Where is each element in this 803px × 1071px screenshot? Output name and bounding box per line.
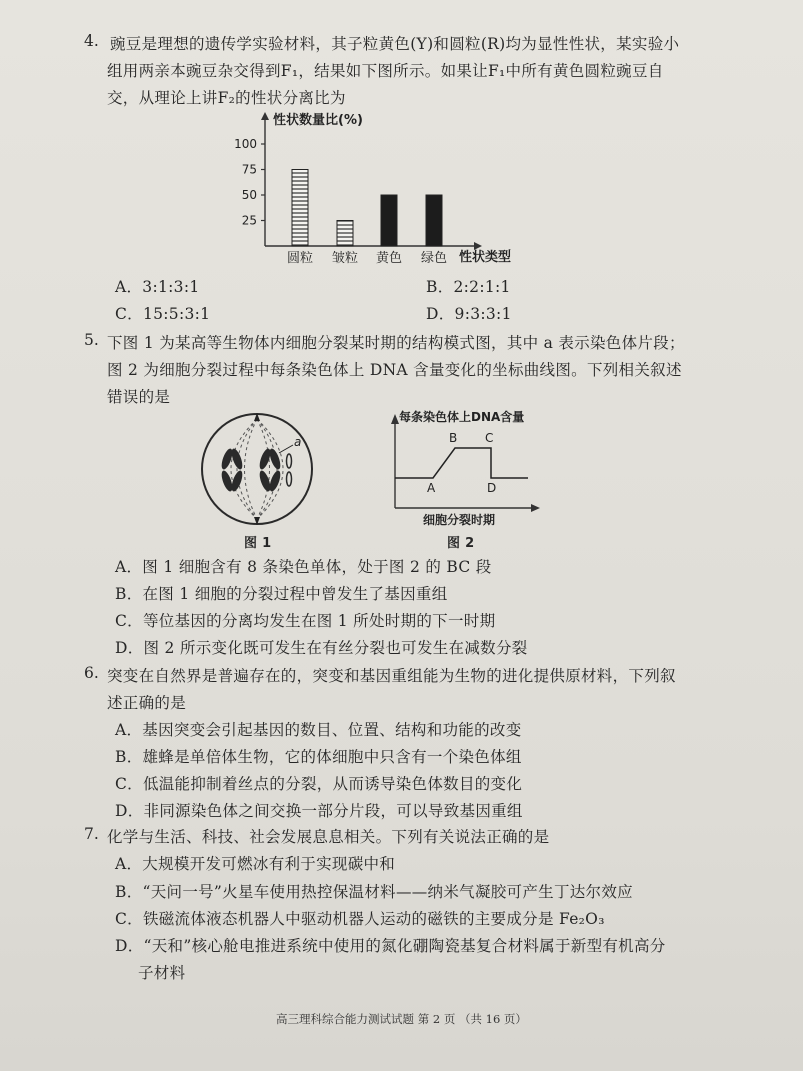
question-6-option-b: B．雄蜂是单倍体生物，它的体细胞中只含有一个染色体组 xyxy=(115,748,522,766)
figure-2-dna-curve xyxy=(395,448,528,478)
figure-2-point-d: D xyxy=(487,481,497,495)
question-4-option-a: A．3:1:3:1 xyxy=(115,278,200,296)
question-6-option-a: A．基因突变会引起基因的数目、位置、结构和功能的改变 xyxy=(115,721,522,739)
page-footer: 高三理科综合能力测试试题 第 2 页 （共 16 页） xyxy=(276,1012,527,1026)
chart-x-tick-label: 圆粒 xyxy=(286,251,314,266)
question-7-option-d-line-2: 子材料 xyxy=(138,964,186,982)
question-7-number: 7. xyxy=(84,825,99,843)
question-4-number: 4. xyxy=(84,32,99,50)
figure-1-caption: 图 1 xyxy=(244,536,272,551)
question-6-option-d: D．非同源染色体之间交换一部分片段，可以导致基因重组 xyxy=(115,802,523,820)
figure-2-y-axis-arrow xyxy=(391,414,399,424)
question-6-option-c: C．低温能抑制着丝点的分裂，从而诱导染色体数目的变化 xyxy=(115,775,523,793)
question-4-stem-line-2: 组用两亲本豌豆杂交得到F₁，结果如下图所示。如果让F₁中所有黄色圆粒豌豆自 xyxy=(107,62,664,80)
chart-x-tick-label: 皱粒 xyxy=(331,251,359,266)
question-5-option-d: D．图 2 所示变化既可发生在有丝分裂也可发生在减数分裂 xyxy=(115,639,528,657)
figure-2-caption: 图 2 xyxy=(447,536,475,551)
chart-x-axis-arrow xyxy=(474,242,482,250)
question-7-stem-line-1: 化学与生活、科技、社会发展息息相关。下列有关说法正确的是 xyxy=(107,828,550,846)
question-6-number: 6. xyxy=(84,664,99,682)
chromosome-pair-left xyxy=(219,447,244,492)
question-4-stem-line-1: 豌豆是理想的遗传学实验材料，其子粒黄色(Y)和圆粒(R)均为显性性状，某实验小 xyxy=(110,35,680,53)
question-5-number: 5. xyxy=(84,331,99,349)
chart-x-axis-label: 性状类型 xyxy=(459,250,512,265)
chart-bar-2 xyxy=(381,195,397,246)
figure-2-point-c: C xyxy=(485,431,494,445)
question-5-stem-line-2: 图 2 为细胞分裂过程中每条染色体上 DNA 含量变化的坐标曲线图。下列相关叙述 xyxy=(107,361,682,379)
question-4-option-d: D．9:3:3:1 xyxy=(426,305,512,323)
chromosome-pair-right xyxy=(257,447,282,492)
chart-bar-3 xyxy=(426,195,442,246)
question-5-option-c: C．等位基因的分离均发生在图 1 所处时期的下一时期 xyxy=(115,612,496,630)
question-6-stem-line-1: 突变在自然界是普遍存在的，突变和基因重组能为生物的进化提供原材料，下列叙 xyxy=(107,667,676,685)
figure-2-y-axis-label: 每条染色体上DNA含量 xyxy=(399,410,525,424)
label-a-pointer xyxy=(279,445,293,453)
figure-2-line-graph xyxy=(385,406,565,541)
question-4-option-c: C．15:5:3:1 xyxy=(115,305,211,323)
chart-bar-0 xyxy=(292,170,308,247)
question-7-option-b: B．“天问一号”火星车使用热控保温材料——纳米气凝胶可产生丁达尔效应 xyxy=(115,883,633,901)
cell-membrane xyxy=(202,414,312,524)
figure-1-label-a: a xyxy=(294,435,302,449)
question-7-option-c: C．铁磁流体液态机器人中驱动机器人运动的磁铁的主要成分是 Fe₂O₃ xyxy=(115,910,605,928)
chart-y-tick-label: 50 xyxy=(241,188,257,202)
question-4-stem-line-3: 交，从理论上讲F₂的性状分离比为 xyxy=(107,89,346,107)
question-7-option-d-line-1: D．“天和”核心舱电推进系统中使用的氮化硼陶瓷基复合材料属于新型有机高分 xyxy=(115,937,666,955)
chart-bar-1 xyxy=(337,221,353,247)
chart-x-tick-label: 黄色 xyxy=(375,251,403,266)
question-5-option-a: A．图 1 细胞含有 8 条染色单体，处于图 2 的 BC 段 xyxy=(115,558,492,576)
figure-2-point-a: A xyxy=(427,481,436,495)
bar-chart xyxy=(0,104,803,274)
figure-2-point-b: B xyxy=(449,431,458,445)
question-5-stem-line-3: 错误的是 xyxy=(107,388,171,406)
spindle-fibers xyxy=(231,419,283,519)
question-6-stem-line-2: 述正确的是 xyxy=(107,694,187,712)
question-5-option-b: B．在图 1 细胞的分裂过程中曾发生了基因重组 xyxy=(115,585,448,603)
question-7-option-a: A．大规模开发可燃冰有利于实现碳中和 xyxy=(115,855,396,873)
question-5-stem-line-1: 下图 1 为某高等生物体内细胞分裂某时期的结构模式图，其中 a 表示染色体片段； xyxy=(107,334,685,352)
chart-y-tick-label: 75 xyxy=(241,162,257,177)
chart-y-axis-arrow xyxy=(261,112,269,120)
question-4-option-b: B．2:2:1:1 xyxy=(426,278,511,296)
chart-x-tick-label: 绿色 xyxy=(420,251,448,266)
figure-1-cell-diagram xyxy=(197,409,317,529)
figure-2-x-axis-label: 细胞分裂时期 xyxy=(423,513,496,527)
chart-y-tick-label: 25 xyxy=(241,213,257,228)
chart-y-tick-label: 100 xyxy=(234,137,257,151)
small-chromosome xyxy=(287,454,292,486)
figure-2-x-axis-arrow xyxy=(531,504,540,512)
chart-y-axis-label: 性状数量比(%) xyxy=(273,113,363,128)
